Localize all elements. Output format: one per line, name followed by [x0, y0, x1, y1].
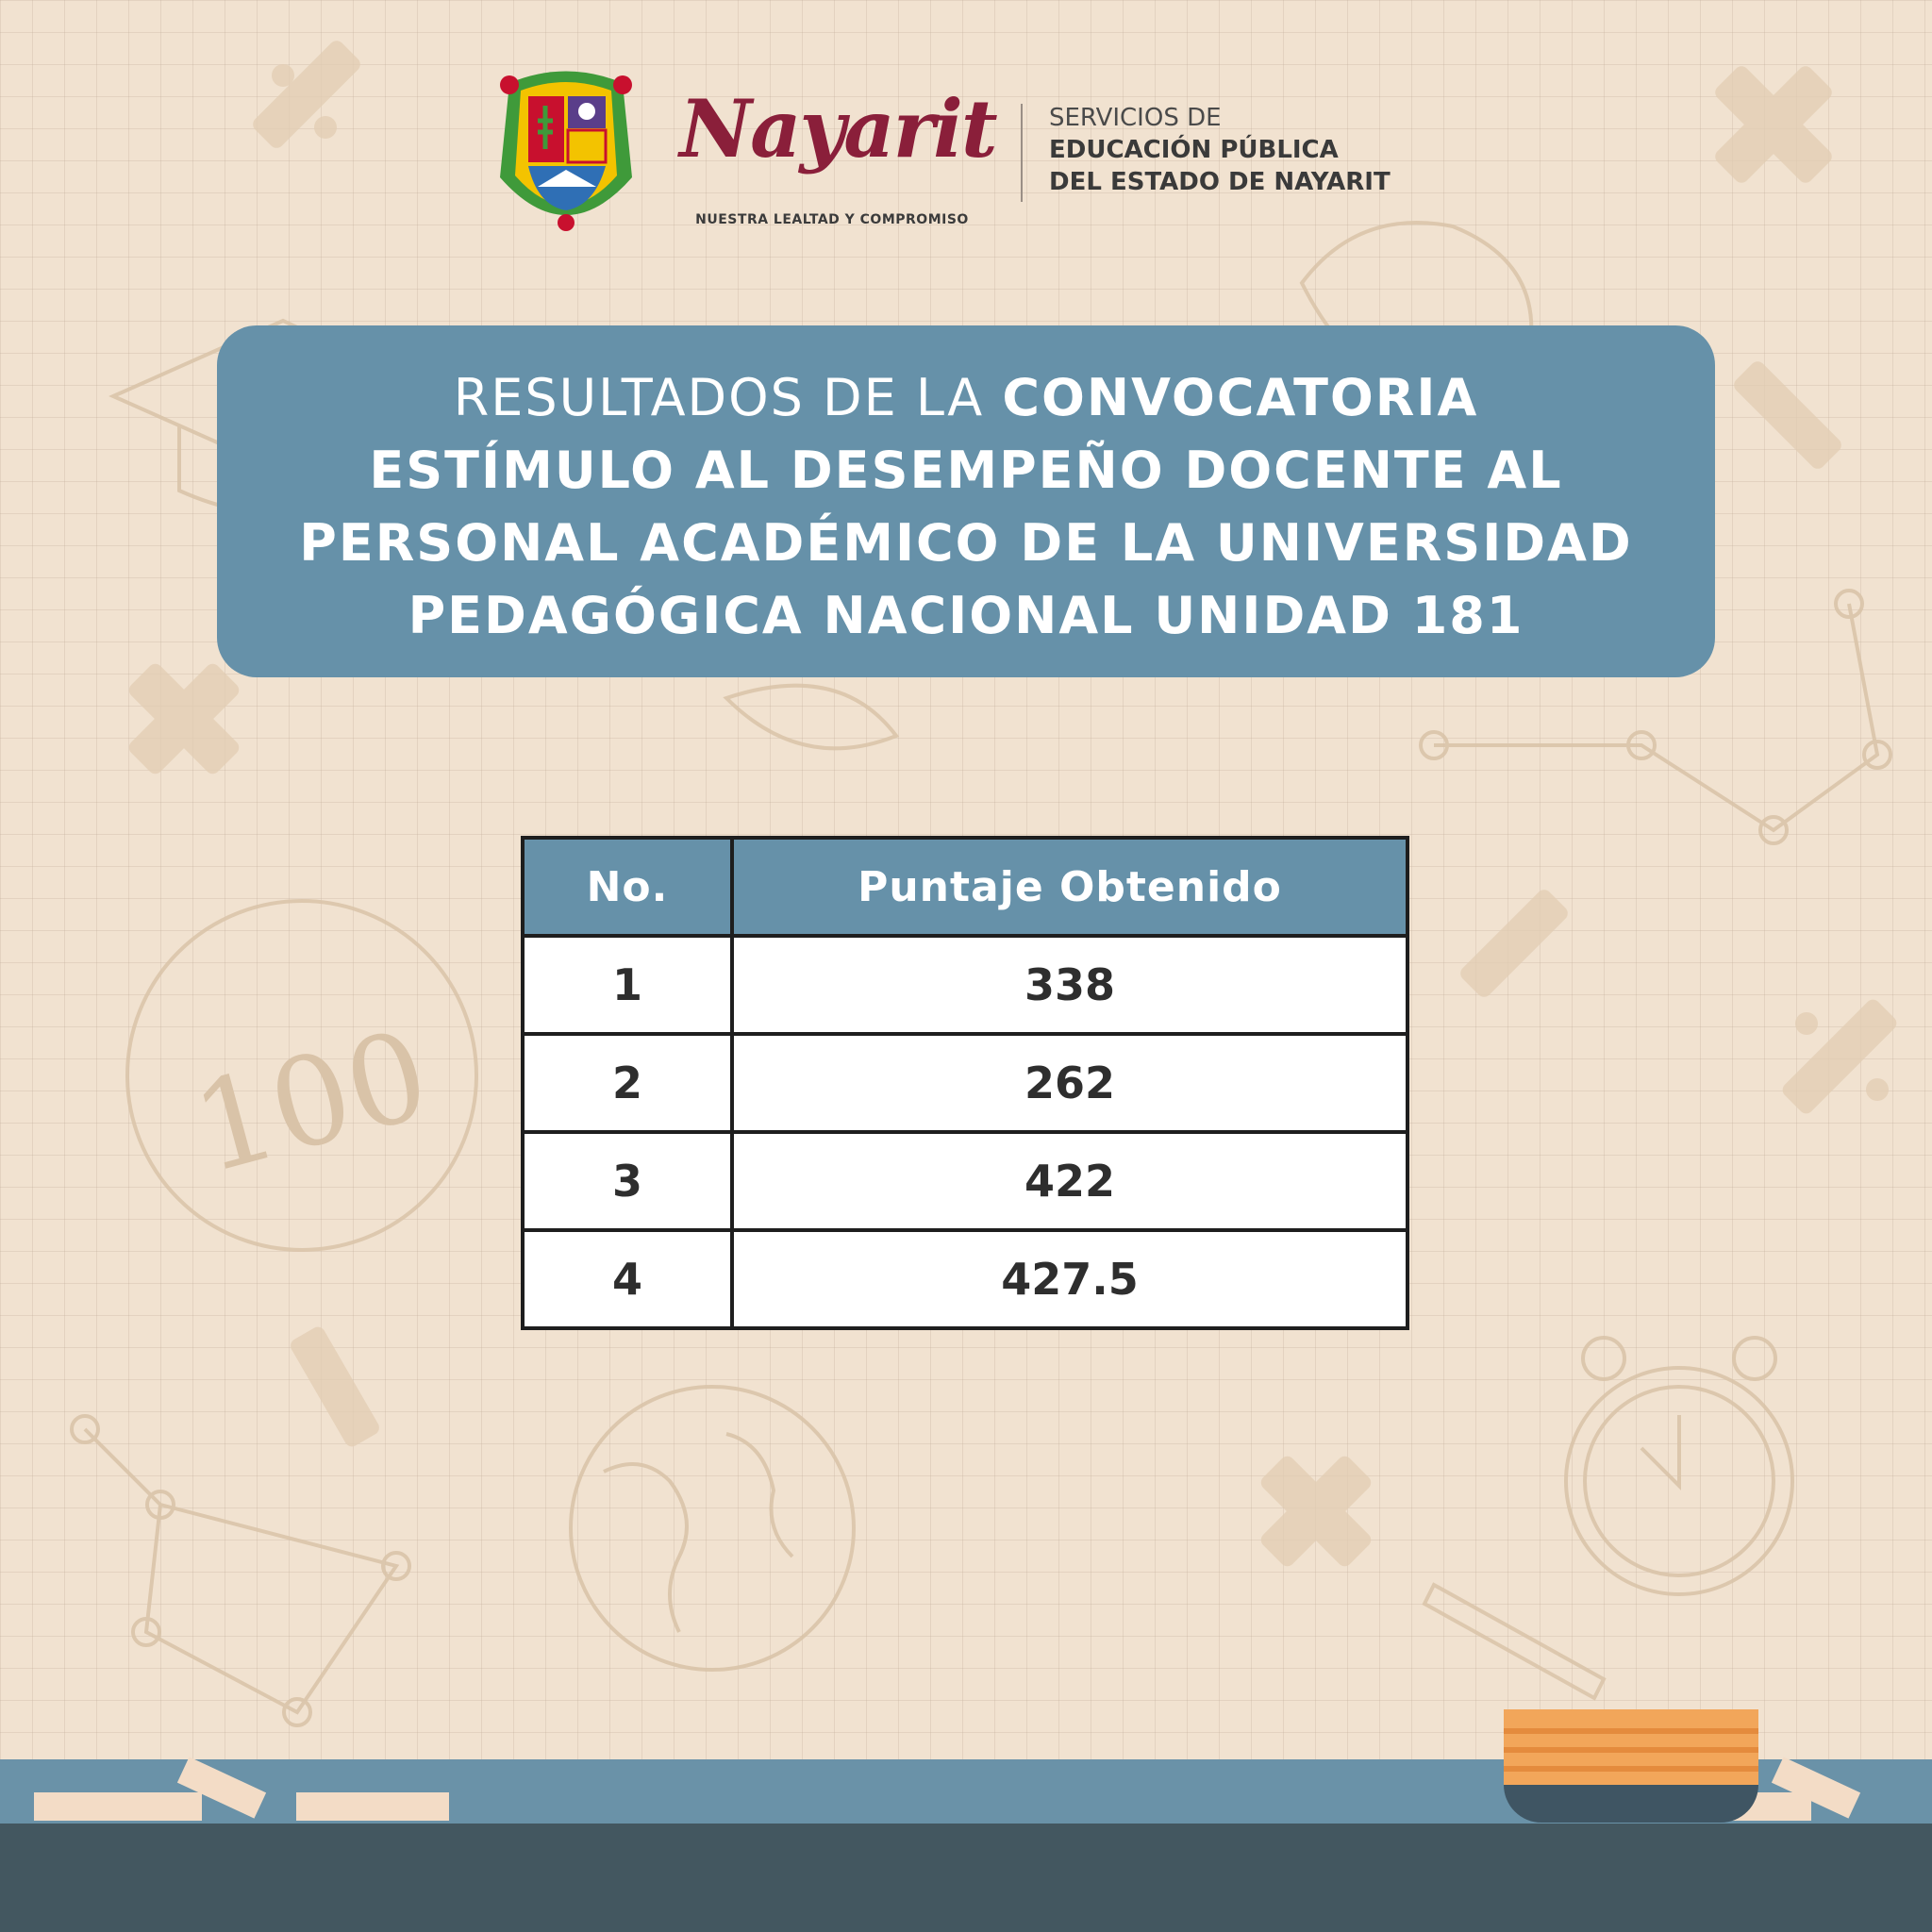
- table-row: [523, 936, 1407, 1034]
- score-doodle-text: 100: [179, 1002, 443, 1202]
- title-line-1-bold: CONVOCATORIA: [1002, 368, 1479, 427]
- row-number: 1: [523, 936, 732, 1034]
- row-score: 262: [732, 1034, 1407, 1132]
- brand-tagline: NUESTRA LEALTAD Y COMPROMISO: [695, 212, 969, 227]
- header: [0, 57, 1932, 245]
- results-table: [521, 836, 1409, 1330]
- eraser-stripe: [1504, 1728, 1758, 1734]
- title-line-2: ESTÍMULO AL DESEMPEÑO DOCENTE AL: [369, 441, 1563, 500]
- column-header-score: Puntaje Obtenido: [732, 838, 1407, 936]
- page-title: [217, 361, 1715, 652]
- nayarit-coat-of-arms-icon: [491, 64, 641, 234]
- title-line-4: PEDAGÓGICA NACIONAL UNIDAD 181: [408, 586, 1524, 645]
- chalk-piece: [296, 1792, 449, 1821]
- globe-doodle: [571, 1387, 854, 1670]
- org-line-1: SERVICIOS DE: [1049, 104, 1222, 132]
- brand-logo: [668, 77, 1008, 228]
- row-number: 3: [523, 1132, 732, 1230]
- chalkboard-base: [0, 1824, 1932, 1932]
- table-row: [523, 1230, 1407, 1328]
- brand-name: Nayarit: [679, 82, 996, 175]
- org-line-3: DEL ESTADO DE NAYARIT: [1049, 168, 1391, 196]
- chalk-piece: [34, 1792, 202, 1821]
- title-line-3: PERSONAL ACADÉMICO DE LA UNIVERSIDAD: [299, 513, 1633, 573]
- row-score: 427.5: [732, 1230, 1407, 1328]
- row-number: 4: [523, 1230, 732, 1328]
- eraser-stripe: [1504, 1747, 1758, 1753]
- clock-doodle: [1566, 1368, 1792, 1594]
- eraser-base: [1504, 1785, 1758, 1823]
- table-row: [523, 1132, 1407, 1230]
- row-number: 2: [523, 1034, 732, 1132]
- organization-name: [1049, 102, 1445, 198]
- score-circle-doodle: [127, 901, 476, 1250]
- eraser-stripe: [1504, 1766, 1758, 1772]
- title-banner: [217, 325, 1715, 677]
- header-divider: [1021, 104, 1023, 202]
- title-line-1-light: RESULTADOS DE LA: [453, 368, 1003, 427]
- org-line-2: EDUCACIÓN PÚBLICA: [1049, 136, 1339, 164]
- title-line-1: [217, 361, 1715, 434]
- table-header-row: [523, 838, 1407, 936]
- row-score: 338: [732, 936, 1407, 1034]
- column-header-no: No.: [523, 838, 732, 936]
- row-score: 422: [732, 1132, 1407, 1230]
- table-row: [523, 1034, 1407, 1132]
